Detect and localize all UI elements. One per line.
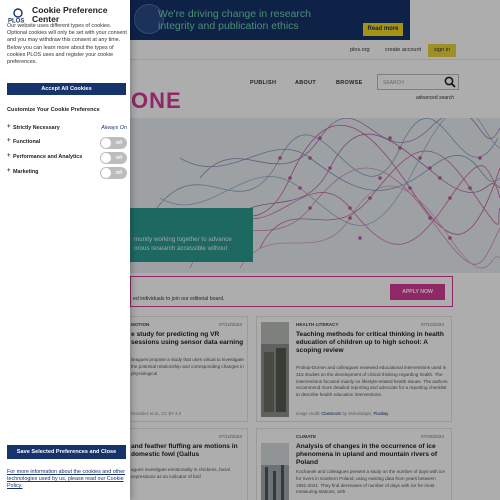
plos-logo-text: PLOS: [8, 18, 25, 23]
performance-toggle[interactable]: [100, 152, 127, 164]
nav-publish[interactable]: PUBLISH: [250, 80, 277, 86]
toggle-knob: [101, 138, 111, 148]
card-date: 07/09/2024: [421, 434, 444, 439]
cookie-preference-panel: [0, 0, 130, 500]
pref-performance-analytics[interactable]: [7, 152, 127, 164]
card-date: 07/10/2024: [219, 322, 242, 327]
card-category: CLIMATE: [296, 434, 317, 439]
card-body: Prokop-Dorner and colleagues reviewed educational interventions used in 315 studies on the development of critical thinking regarding health. The interventions focused mainly on lifestyle-related health issues. The authors recommend more detailed reporting and advocate for a reporting checklist to describe health education interventions.: [296, 365, 448, 398]
search-placeholder: SEARCH: [383, 80, 404, 86]
always-on-status: Always On: [101, 125, 127, 131]
card-category: HEALTH LITERACY: [296, 322, 339, 327]
banner-text: We're driving change in research integrity and publication ethics: [158, 8, 311, 32]
pref-marketing[interactable]: [7, 167, 127, 179]
card-image-credit: Gonzalez et al., CC BY 4.0: [131, 411, 181, 416]
apply-now-button[interactable]: APPLY NOW: [390, 284, 445, 300]
read-more-button[interactable]: Read more: [363, 23, 403, 36]
pref-label: Functional: [13, 139, 41, 145]
journal-logo-text: ONE: [131, 88, 182, 113]
credit-prefix: Image credit:: [296, 411, 321, 416]
save-preferences-button[interactable]: Save Selected Preferences and Close: [7, 445, 126, 459]
accept-all-cookies-button[interactable]: Accept All Cookies: [7, 83, 126, 95]
card-body: agues investigate emotionality in chickens, facial expressions as an indicator of bird: [131, 467, 230, 479]
editorial-callout-text: ed individuals to join our editorial board.: [133, 296, 225, 302]
card-body: lleagues propose a study that uses virtual to investigate the potential relationship and corresponding changes in physiological: [131, 357, 244, 376]
expand-plus-icon[interactable]: +: [7, 153, 11, 159]
pref-label: Performance and Analytics: [13, 154, 83, 160]
card-title[interactable]: and feather fluffing are motions in domestic fowl (Gallus: [131, 443, 238, 459]
plos-org-link[interactable]: plos.org: [350, 47, 370, 53]
expand-plus-icon[interactable]: +: [7, 124, 11, 130]
toggle-knob: [101, 168, 111, 178]
credit-mid: by Wokandapix,: [342, 411, 373, 416]
expand-plus-icon[interactable]: +: [7, 168, 11, 174]
cookie-policy-link[interactable]: For more information about the cookies and other technologies used by us, please read our Cookie Policy.: [7, 469, 126, 490]
card-date: 07/10/2024: [421, 322, 444, 327]
card-title[interactable]: e study for predicting ng VR sessions using sensor data earning: [131, 331, 244, 347]
credit-pixabay-link[interactable]: Pixabay: [373, 411, 389, 416]
toggle-knob: [101, 153, 111, 163]
sign-in-button[interactable]: sign in: [428, 44, 456, 57]
marketing-toggle[interactable]: [100, 167, 127, 179]
pref-label: Strictly Necessary: [13, 125, 60, 131]
customize-heading: Customize Your Cookie Preference: [7, 107, 100, 113]
panel-title: Cookie Preference Center: [32, 5, 108, 24]
advanced-search-link[interactable]: advanced search: [416, 95, 455, 101]
expand-plus-icon[interactable]: +: [7, 138, 11, 144]
nav-about[interactable]: ABOUT: [295, 80, 317, 86]
cookie-policy-info: [7, 469, 129, 491]
toggle-state-text: Off: [115, 140, 122, 145]
toggle-state-text: Off: [115, 155, 122, 160]
pref-label: Marketing: [13, 169, 39, 175]
create-account-link[interactable]: create account: [385, 47, 422, 53]
card-title[interactable]: Teaching methods for critical thinking in health education of children up to high school: A scoping review: [296, 331, 444, 355]
nav-browse[interactable]: BROWSE: [336, 80, 363, 86]
card-title[interactable]: Analysis of changes in the occurrence of ice phenomena in upland and mountain rivers of Poland: [296, 443, 438, 467]
panel-description: Our website uses different types of cookies. Optional cookies will only be set with your consent and you may withdraw this consent at any time. Below you can learn more about the types of cookies PLOS uses and register your cookie preferences.: [7, 23, 127, 66]
hero-mission-text: munity working together to advance orous research accessible without: [134, 236, 232, 252]
card-body: Kochanek and colleagues present a study on the number of days with ice for rivers in southern Poland, using existing data from years between 1951-2021. They find decreases of number of days with ice for most measuring stations, with: [296, 469, 445, 495]
card-category: MOTION: [131, 322, 150, 327]
pref-functional[interactable]: [7, 137, 127, 149]
card-date: 07/10/2024: [219, 434, 242, 439]
credit-classroom-link[interactable]: Classroom: [321, 411, 342, 416]
pref-strictly-necessary[interactable]: [7, 123, 127, 135]
toggle-state-text: Off: [115, 170, 122, 175]
plos-logo: [7, 7, 29, 23]
functional-toggle[interactable]: [100, 137, 127, 149]
